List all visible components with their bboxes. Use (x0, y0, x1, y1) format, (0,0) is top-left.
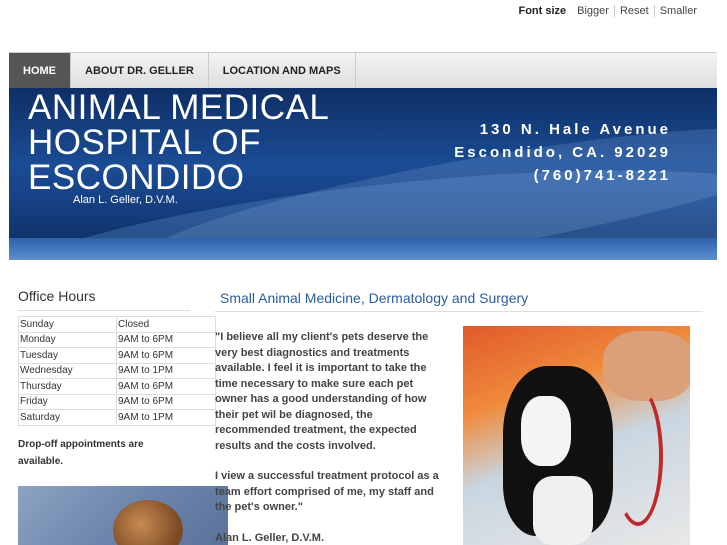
time-cell: 9AM to 6PM (117, 379, 216, 395)
time-cell: 9AM to 6PM (117, 348, 216, 364)
main-nav (9, 52, 717, 88)
dropoff-line: available. (18, 455, 64, 467)
puppy-exam-photo (463, 326, 690, 545)
page-heading: Small Animal Medicine, Dermatology and Surgery (220, 290, 529, 306)
day-cell: Saturday (19, 410, 117, 426)
doctor-quote (215, 330, 448, 545)
table-row (19, 363, 216, 379)
table-row (19, 394, 216, 410)
header-banner (9, 88, 717, 260)
day-cell: Thursday (19, 379, 117, 395)
font-size-label: Font size (518, 5, 567, 17)
table-row (19, 410, 216, 426)
time-cell: Closed (117, 317, 216, 333)
doctor-name: Alan L. Geller, D.V.M. (73, 194, 178, 206)
font-reset-link[interactable]: Reset (614, 5, 654, 17)
office-hours-table (18, 316, 216, 426)
puppy-leg (533, 476, 593, 545)
dog-fur (113, 500, 183, 545)
quote-paragraph: "I believe all my client's pets deserve the very best diagnostics and treatments available. I feel it is important to take the time necessary to make sure each pet owner has a good understanding of how their pet wil be diagnosed, the recommended treatment, the expected results and the costs involved. (215, 331, 429, 452)
font-bigger-link[interactable]: Bigger (577, 5, 609, 17)
site-title-line: ANIMAL MEDICAL (28, 88, 330, 127)
day-cell: Friday (19, 394, 117, 410)
nav-item-about[interactable]: ABOUT DR. GELLER (71, 53, 209, 88)
time-cell: 9AM to 6PM (117, 332, 216, 348)
table-row (19, 332, 216, 348)
sidebar (18, 288, 190, 470)
puppy-face (521, 396, 571, 466)
time-cell: 9AM to 6PM (117, 394, 216, 410)
site-title (28, 90, 329, 195)
table-row (19, 348, 216, 364)
site-title-line: HOSPITAL OF (28, 123, 262, 162)
font-smaller-link[interactable]: Smaller (654, 5, 702, 17)
address-city: Escondido, CA. 92029 (454, 144, 671, 161)
dropoff-line: Drop-off appointments are (18, 438, 144, 450)
font-size-control (518, 5, 702, 17)
time-cell: 9AM to 1PM (117, 363, 216, 379)
table-row (19, 379, 216, 395)
stethoscope-tube (613, 386, 663, 526)
day-cell: Monday (19, 332, 117, 348)
office-hours-title: Office Hours (18, 288, 190, 311)
quote-signature: Alan L. Geller, D.V.M. (215, 531, 325, 544)
time-cell: 9AM to 1PM (117, 410, 216, 426)
dog-photo (18, 486, 228, 545)
quote-paragraph: I view a successful treatment protocol as a team effort comprised of me, my staff and the pet's owner." (215, 470, 439, 513)
day-cell: Sunday (19, 317, 117, 333)
address-street: 130 N. Hale Avenue (479, 121, 671, 138)
address-block (454, 118, 671, 187)
nav-item-location[interactable]: LOCATION AND MAPS (209, 53, 356, 88)
heading-divider (215, 311, 703, 312)
dropoff-note (18, 436, 198, 470)
phone-number: (760)741-8221 (533, 167, 671, 184)
nav-item-home[interactable]: HOME (9, 53, 71, 88)
day-cell: Wednesday (19, 363, 117, 379)
day-cell: Tuesday (19, 348, 117, 364)
banner-band (9, 238, 717, 260)
table-row (19, 317, 216, 333)
site-title-line: ESCONDIDO (28, 158, 245, 197)
